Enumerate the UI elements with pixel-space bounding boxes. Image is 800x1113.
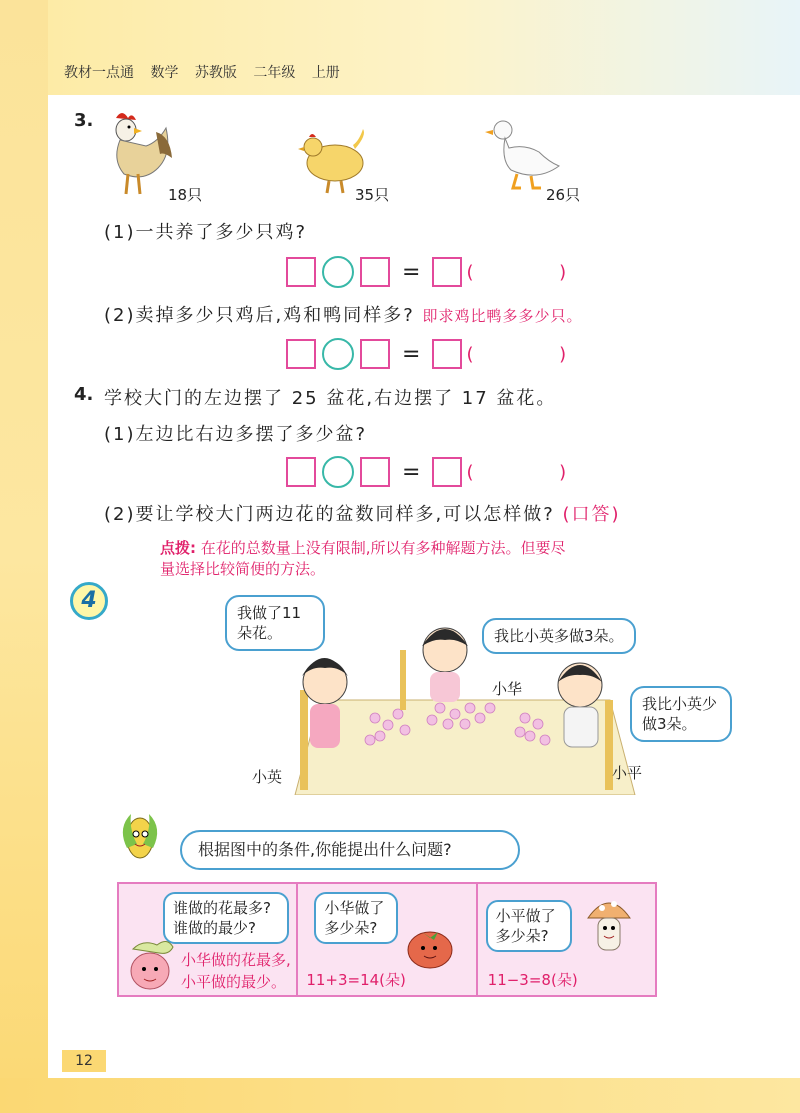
answer-box[interactable]: [432, 257, 462, 287]
question-4-part-2-text: (2)要让学校大门两边花的盆数同样多,可以怎样做?: [104, 504, 555, 525]
unit-parentheses[interactable]: ( ): [466, 461, 607, 483]
header-volume: 上册: [311, 65, 340, 81]
page-frame-bottom: [0, 1078, 800, 1113]
unit-parentheses[interactable]: ( ): [466, 261, 607, 283]
xiaohua-figure-icon: [400, 628, 468, 710]
equation-3-1: [286, 256, 606, 288]
operator-circle[interactable]: [322, 456, 354, 488]
answer-box[interactable]: [286, 257, 316, 287]
question-4-number: 4.: [74, 384, 94, 405]
question-4-part-2-hint: (口答): [562, 504, 621, 525]
operator-circle[interactable]: [322, 256, 354, 288]
hen-count: 35只: [355, 186, 390, 204]
header-book: 教材一点通: [64, 65, 134, 81]
answer-3-question: 小平做了多少朵?: [486, 900, 572, 952]
header-subject: 数学: [150, 65, 179, 81]
page-frame-left: [0, 0, 48, 1113]
header-grade: 二年级: [253, 65, 296, 81]
answer-box[interactable]: [432, 339, 462, 369]
tomato-mascot-icon: [400, 924, 460, 972]
question-4-part-1: (1)左边比右边多摆了多少盆?: [104, 424, 368, 445]
operator-circle[interactable]: [322, 338, 354, 370]
equals-sign: =: [402, 459, 421, 485]
rooster-icon: [98, 108, 178, 200]
answer-box[interactable]: [360, 257, 390, 287]
answer-box[interactable]: [432, 457, 462, 487]
page-header: [64, 62, 352, 82]
rooster-count: 18只: [168, 186, 203, 204]
tip-box: [160, 538, 580, 580]
answer-box[interactable]: [360, 339, 390, 369]
mushroom-mascot-icon: [584, 892, 634, 962]
question-3-part-1: (1)一共养了多少只鸡?: [104, 222, 308, 243]
question-3-number: 3.: [74, 110, 94, 131]
duck-count: 26只: [546, 186, 581, 204]
label-xiaoping: 小平: [612, 764, 643, 782]
answers-table: [117, 882, 657, 997]
question-3-part-2-hint: 即求鸡比鸭多多少只。: [422, 307, 583, 325]
equals-sign: =: [402, 259, 421, 285]
question-4-part-2: [104, 500, 621, 526]
tip-text: 在花的总数量上没有限制,所以有多种解题方法。但要尽量选择比较简便的方法。: [160, 539, 566, 578]
answer-1-line-2: 小平做的最少。: [181, 973, 287, 991]
xiaoping-speech-bubble: 我比小英少做3朵。: [630, 686, 732, 742]
answer-cell-1: [119, 884, 298, 995]
answer-box[interactable]: [286, 457, 316, 487]
prompt-speech-bubble: 根据图中的条件,你能提出什么问题?: [180, 830, 520, 870]
example-number-badge: 4: [70, 582, 108, 620]
equals-sign: =: [402, 341, 421, 367]
equation-4-1: [286, 456, 606, 488]
header-edition: 苏教版: [194, 65, 237, 81]
tip-label: 点拨:: [160, 539, 196, 557]
answer-cell-3: [478, 884, 655, 995]
corn-mascot-icon: [115, 808, 165, 868]
question-3-part-2: [104, 301, 583, 327]
xiaohua-speech-bubble: 我比小英多做3朵。: [482, 618, 636, 654]
answer-2-line-1: 11+3=14(朵): [306, 971, 406, 989]
answer-1-question: 谁做的花最多?谁做的最少?: [163, 892, 289, 944]
answer-2-question: 小华做了多少朵?: [314, 892, 398, 944]
answer-3-line-1: 11−3=8(朵): [487, 971, 578, 989]
answer-cell-2: [298, 884, 477, 995]
peach-mascot-icon: [125, 939, 175, 994]
xiaoying-speech-bubble: 我做了11朵花。: [225, 595, 325, 651]
answer-1-line-1: 小华做的花最多,: [181, 951, 291, 969]
equation-3-2: [286, 338, 606, 370]
question-3-part-2-text: (2)卖掉多少只鸡后,鸡和鸭同样多?: [104, 305, 415, 326]
answer-box[interactable]: [360, 457, 390, 487]
unit-parentheses[interactable]: ( ): [466, 343, 607, 365]
answer-box[interactable]: [286, 339, 316, 369]
question-4-stem: 学校大门的左边摆了 25 盆花,右边摆了 17 盆花。: [104, 388, 557, 409]
page-number: 12: [62, 1050, 106, 1072]
label-xiaohua: 小华: [492, 680, 523, 698]
label-xiaoying: 小英: [252, 768, 283, 786]
